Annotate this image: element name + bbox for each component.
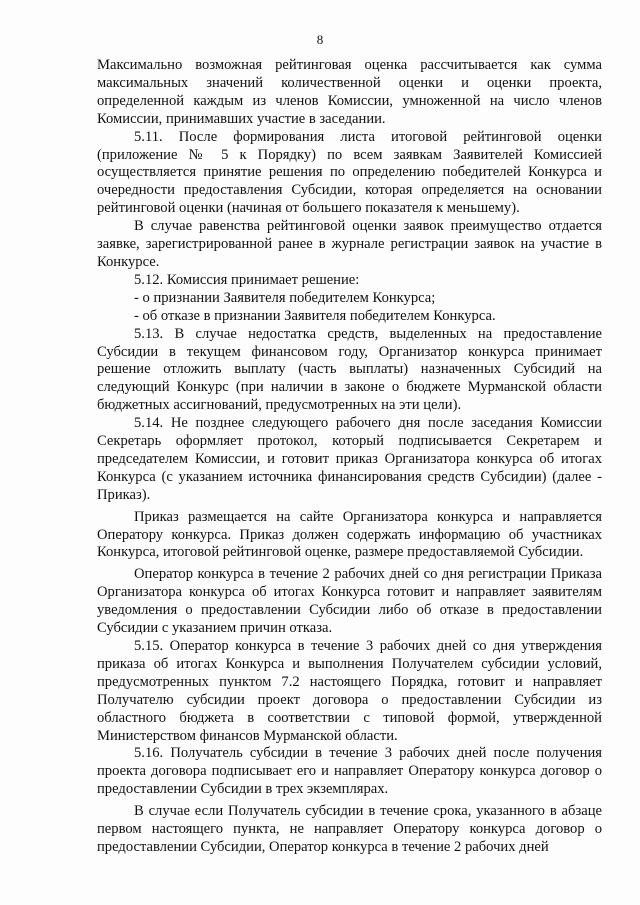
- paragraph-clause-5-11: 5.11. После формирования листа итоговой рейтинговой оценки (приложение № 5 к Порядку) по всем заявкам Заявителей Комиссией осуществляется принятие решения по определению победителей Конкурса и очередности предоставления Субсидии, которая определяется на основании рейтинговой оценки (начиная от большего показателя к меньшему).: [97, 128, 602, 217]
- paragraph-clause-5-14: 5.14. Не позднее следующего рабочего дня после заседания Комиссии Секретарь оформляет протокол, который подписывается Секретарем и председателем Комиссии, и готовит приказ Организатора конкурса об итогах Конкурса (с указанием источника финансирования средств Субсидии) (далее - Приказ).: [97, 415, 602, 503]
- paragraph-clause-5-16: 5.16. Получатель субсидии в течение 3 рабочих дней после получения проекта договора подписывает его и направляет Оператору конкурса договор о предоставлении Субсидии в трех экземплярах.: [97, 745, 602, 798]
- list-item-refusal: - об отказе в признании Заявителя победителем Конкурса.: [134, 307, 496, 324]
- paragraph-1: Максимально возможная рейтинговая оценка рассчитывается как сумма максимальных значений количественной оценки и оценки проекта, определенной каждым из членов Комиссии, умноженной на число членов Комиссии, принимавших участие в заседании.: [97, 57, 602, 127]
- paragraph-clause-5-13: 5.13. В случае недостатка средств, выделенных на предоставление Субсидии в текущем финансовом году, Организатор конкурса принимает решение отложить выплату (часть выплаты) назначенных Субсидий на следующий Конкурс (при наличии в законе о бюджете Мурманской области бюджетных ассигнований, предусмотренных на эти цели).: [97, 325, 602, 414]
- document-body: [97, 57, 602, 857]
- list-item-winner: - о признании Заявителя победителем Конкурса;: [134, 289, 436, 306]
- paragraph-clause-5-12: 5.12. Комиссия принимает решение:: [134, 271, 360, 288]
- page-number: 8: [316, 32, 324, 47]
- paragraph-equal-rating: В случае равенства рейтинговой оценки заявок преимущество отдается заявке, зарегистрированной ранее в журнале регистрации заявок на участие в Конкурсе.: [97, 218, 602, 270]
- paragraph-operator-notice: Оператор конкурса в течение 2 рабочих дней со дня регистрации Приказа Организатора конкурса об итогах Конкурса готовит и направляет заявителям уведомления о предоставлении Субсидии либо об отказе в предоставлении Субсидии с указанием причин отказа.: [97, 566, 602, 637]
- paragraph-order-publication: Приказ размещается на сайте Организатора конкурса и направляется Оператору конкурса. Приказ должен содержать информацию об участниках Конкурса, итоговой рейтинговой оценке, размере предоставляемой Субсидии.: [97, 508, 602, 561]
- paragraph-contract-not-sent: В случае если Получатель субсидии в течение срока, указанного в абзаце первом настоящего пункта, не направляет Оператору конкурса договор о предоставлении Субсидии, Оператор конкурса в течение 2 рабочих дней: [97, 803, 602, 855]
- paragraph-clause-5-15: 5.15. Оператор конкурса в течение 3 рабочих дней со дня утверждения приказа об итогах Конкурса и выполнения Получателем субсидии условий, предусмотренных пунктом 7.2 настоящего Порядка, готовит и направляет Получателю субсидии проект договора о предоставлении Субсидии из областного бюджета в соответствии с типовой формой, утвержденной Министерством финансов Мурманской области.: [97, 638, 602, 744]
